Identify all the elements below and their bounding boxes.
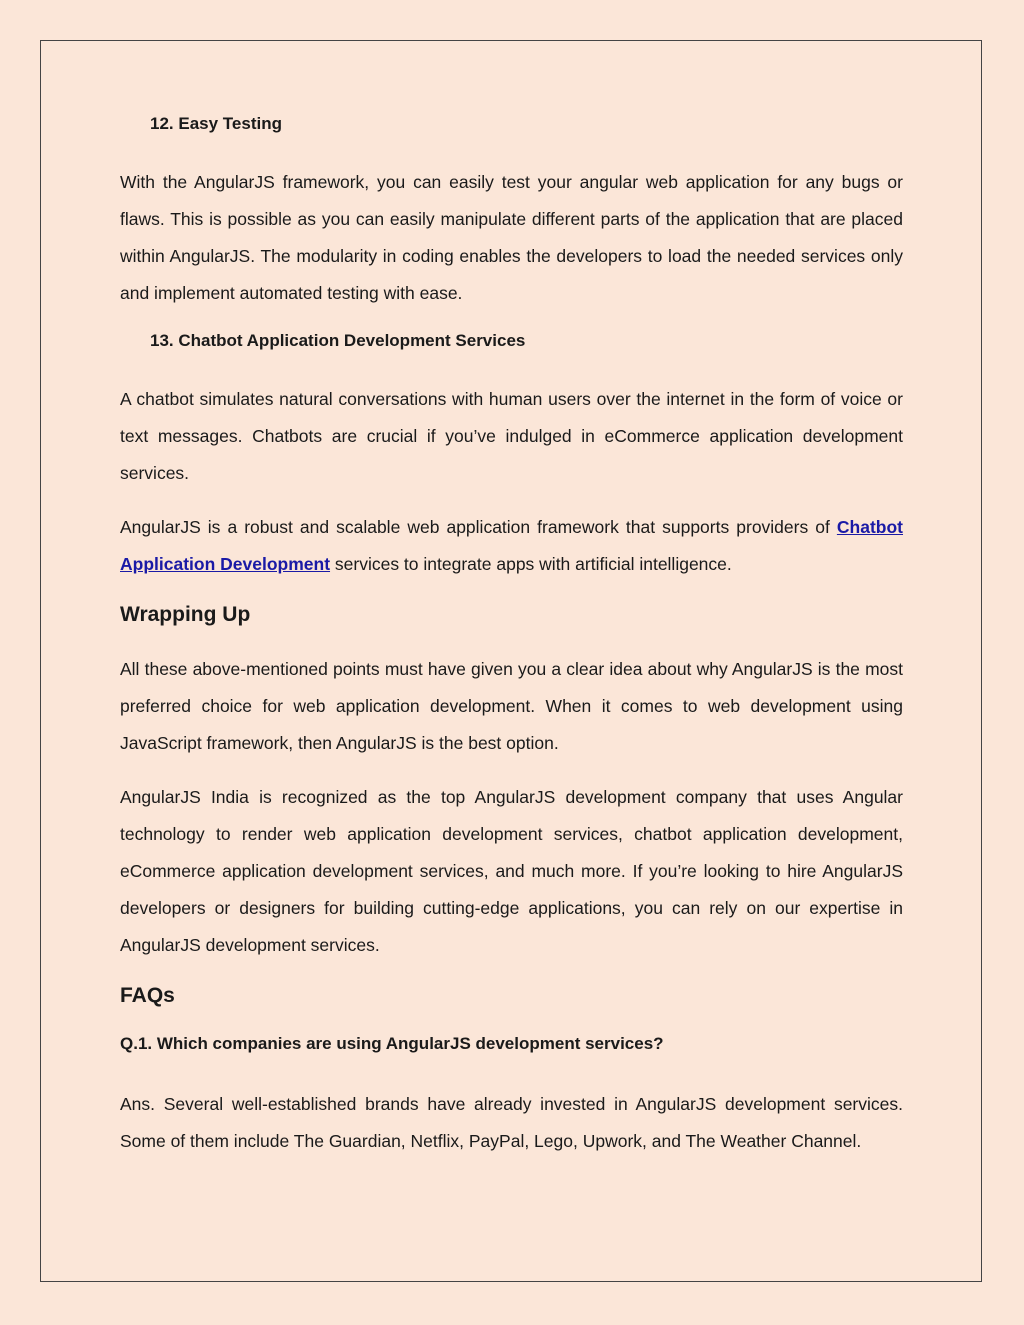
chatbot-application-development-link[interactable]: Chatbot Application Development xyxy=(120,517,903,574)
heading-faqs: FAQs xyxy=(120,984,175,1007)
heading-chatbot-services: 13. Chatbot Application Development Services xyxy=(150,331,526,350)
paragraph-chatbot-text-before: AngularJS is a robust and scalable web application framework that supports providers of xyxy=(120,517,837,537)
paragraph-chatbot-angularjs xyxy=(120,509,903,583)
paragraph-wrapping-up-2: AngularJS India is recognized as the top AngularJS development company that uses Angular technology to render web application development services, chatbot application development, eCommerce application development services, and much more. If you’re looking to hire AngularJS developers or designers for building cutting-edge applications, you can rely on our expertise in AngularJS development services. xyxy=(120,787,903,955)
faq-question-1: Q.1. Which companies are using AngularJS development services? xyxy=(120,1034,664,1053)
faq-answer-1: Ans. Several well-established brands have already invested in AngularJS development services. Some of them include The Guardian, Netflix, PayPal, Lego, Upwork, and The Weather Channel. xyxy=(120,1094,903,1151)
document-body xyxy=(120,112,903,1177)
paragraph-wrapping-up-1: All these above-mentioned points must have given you a clear idea about why AngularJS is the most preferred choice for web application development. When it comes to web development using JavaScript framework, then AngularJS is the best option. xyxy=(120,659,903,753)
paragraph-chatbot-text-after: services to integrate apps with artificial intelligence. xyxy=(330,554,732,574)
heading-wrapping-up: Wrapping Up xyxy=(120,603,251,626)
heading-easy-testing: 12. Easy Testing xyxy=(150,114,282,133)
paragraph-easy-testing: With the AngularJS framework, you can easily test your angular web application for any bugs or flaws. This is possible as you can easily manipulate different parts of the application that are placed within AngularJS. The modularity in coding enables the developers to load the needed services only and implement automated testing with ease. xyxy=(120,172,903,303)
paragraph-chatbot-intro: A chatbot simulates natural conversations with human users over the internet in the form of voice or text messages. Chatbots are crucial if you’ve indulged in eCommerce application development services. xyxy=(120,389,903,483)
